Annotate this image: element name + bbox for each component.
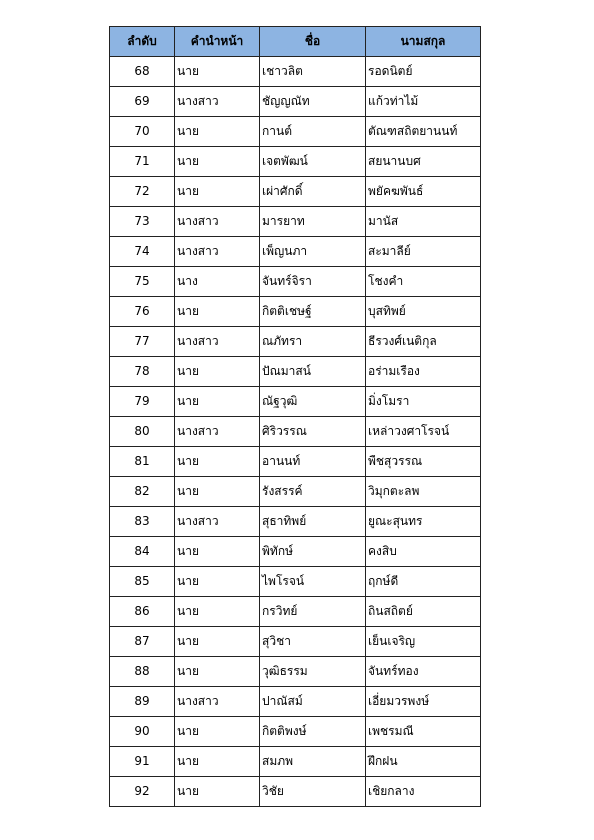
cell-first-name: เชาวลิต — [260, 57, 366, 87]
table-row — [110, 627, 481, 657]
cell-last-name: รอดนิตย์ — [366, 57, 481, 87]
table-body — [110, 57, 481, 807]
table-row — [110, 57, 481, 87]
cell-title: นาย — [175, 717, 260, 747]
cell-title: นาย — [175, 477, 260, 507]
cell-first-name: สุธาทิพย์ — [260, 507, 366, 537]
cell-first-name: จันทร์จิรา — [260, 267, 366, 297]
cell-last-name: วิมุกตะลพ — [366, 477, 481, 507]
header-title: คำนำหน้า — [175, 27, 260, 57]
table-row — [110, 267, 481, 297]
cell-number: 75 — [110, 267, 175, 297]
cell-number: 79 — [110, 387, 175, 417]
table-row — [110, 567, 481, 597]
cell-first-name: ไพโรจน์ — [260, 567, 366, 597]
table-row — [110, 147, 481, 177]
cell-title: นางสาว — [175, 687, 260, 717]
table-row — [110, 777, 481, 807]
cell-first-name: ณัฐวุฒิ — [260, 387, 366, 417]
cell-number: 69 — [110, 87, 175, 117]
cell-title: นาย — [175, 597, 260, 627]
cell-first-name: กานต์ — [260, 117, 366, 147]
cell-title: นาย — [175, 537, 260, 567]
cell-title: นางสาว — [175, 327, 260, 357]
cell-last-name: ถินสถิตย์ — [366, 597, 481, 627]
cell-number: 85 — [110, 567, 175, 597]
cell-last-name: อร่ามเรือง — [366, 357, 481, 387]
table-row — [110, 237, 481, 267]
cell-number: 90 — [110, 717, 175, 747]
cell-first-name: กรวิทย์ — [260, 597, 366, 627]
cell-number: 78 — [110, 357, 175, 387]
cell-first-name: ณภัทรา — [260, 327, 366, 357]
cell-title: นาง — [175, 267, 260, 297]
table-row — [110, 657, 481, 687]
table-row — [110, 177, 481, 207]
table-row — [110, 87, 481, 117]
cell-last-name: ฤกษ์ดี — [366, 567, 481, 597]
header-first-name: ชื่อ — [260, 27, 366, 57]
cell-last-name: เพชรมณี — [366, 717, 481, 747]
cell-last-name: โชงคำ — [366, 267, 481, 297]
cell-title: นางสาว — [175, 237, 260, 267]
table-row — [110, 297, 481, 327]
cell-first-name: มารยาท — [260, 207, 366, 237]
table-row — [110, 747, 481, 777]
table-row — [110, 537, 481, 567]
cell-number: 76 — [110, 297, 175, 327]
cell-number: 71 — [110, 147, 175, 177]
cell-first-name: กิตติพงษ์ — [260, 717, 366, 747]
table-row — [110, 687, 481, 717]
cell-title: นาย — [175, 177, 260, 207]
cell-number: 92 — [110, 777, 175, 807]
cell-first-name: วิชัย — [260, 777, 366, 807]
cell-first-name: พิทักษ์ — [260, 537, 366, 567]
cell-number: 87 — [110, 627, 175, 657]
cell-title: นาย — [175, 747, 260, 777]
cell-title: นาย — [175, 567, 260, 597]
cell-last-name: ฝึกฝน — [366, 747, 481, 777]
cell-first-name: เพ็ญนภา — [260, 237, 366, 267]
cell-title: นาย — [175, 387, 260, 417]
cell-last-name: คงสิบ — [366, 537, 481, 567]
cell-last-name: พืชสุวรรณ — [366, 447, 481, 477]
cell-last-name: แก้วท่าไม้ — [366, 87, 481, 117]
cell-last-name: จันทร์ทอง — [366, 657, 481, 687]
cell-title: นางสาว — [175, 417, 260, 447]
cell-last-name: เชิยกลาง — [366, 777, 481, 807]
cell-number: 89 — [110, 687, 175, 717]
cell-last-name: บุสทิพย์ — [366, 297, 481, 327]
cell-title: นาย — [175, 147, 260, 177]
cell-last-name: ธีรวงศ์เนติกุล — [366, 327, 481, 357]
table-row — [110, 327, 481, 357]
cell-number: 74 — [110, 237, 175, 267]
cell-title: นาย — [175, 777, 260, 807]
table-row — [110, 117, 481, 147]
cell-number: 84 — [110, 537, 175, 567]
cell-title: นาย — [175, 57, 260, 87]
table-row — [110, 477, 481, 507]
cell-last-name: สยนานบศ — [366, 147, 481, 177]
table-row — [110, 447, 481, 477]
cell-first-name: ปัณมาสน์ — [260, 357, 366, 387]
cell-number: 82 — [110, 477, 175, 507]
table-row — [110, 507, 481, 537]
cell-first-name: ศิริวรรณ — [260, 417, 366, 447]
cell-last-name: สะมาลีย์ — [366, 237, 481, 267]
cell-first-name: กิตติเชษฐ์ — [260, 297, 366, 327]
cell-number: 86 — [110, 597, 175, 627]
cell-title: นางสาว — [175, 507, 260, 537]
cell-first-name: ชัญญณัท — [260, 87, 366, 117]
cell-title: นางสาว — [175, 87, 260, 117]
table-header-row — [110, 27, 481, 57]
cell-title: นาย — [175, 117, 260, 147]
cell-first-name: เจตพัฒน์ — [260, 147, 366, 177]
cell-first-name: วุฒิธรรม — [260, 657, 366, 687]
cell-first-name: สุวิชา — [260, 627, 366, 657]
cell-first-name: ปาณัสม์ — [260, 687, 366, 717]
cell-number: 83 — [110, 507, 175, 537]
cell-title: นาย — [175, 357, 260, 387]
header-number: ลำดับ — [110, 27, 175, 57]
cell-last-name: มานัส — [366, 207, 481, 237]
table-row — [110, 207, 481, 237]
cell-title: นาย — [175, 657, 260, 687]
cell-first-name: เผ่าศักดิ์ — [260, 177, 366, 207]
table-row — [110, 717, 481, 747]
cell-first-name: อานนท์ — [260, 447, 366, 477]
cell-number: 88 — [110, 657, 175, 687]
cell-last-name: เอี่ยมวรพงษ์ — [366, 687, 481, 717]
cell-number: 91 — [110, 747, 175, 777]
cell-title: นาย — [175, 627, 260, 657]
cell-title: นาย — [175, 447, 260, 477]
table-row — [110, 387, 481, 417]
cell-number: 77 — [110, 327, 175, 357]
cell-last-name: เหล่าวงศาโรจน์ — [366, 417, 481, 447]
cell-last-name: พยัคฆพันธ์ — [366, 177, 481, 207]
cell-number: 68 — [110, 57, 175, 87]
cell-first-name: สมภพ — [260, 747, 366, 777]
table-row — [110, 417, 481, 447]
header-last-name: นามสกุล — [366, 27, 481, 57]
cell-number: 81 — [110, 447, 175, 477]
cell-first-name: รังสรรค์ — [260, 477, 366, 507]
cell-last-name: ตัณฑสถิตยานนท์ — [366, 117, 481, 147]
cell-last-name: ยูณะสุนทร — [366, 507, 481, 537]
cell-number: 73 — [110, 207, 175, 237]
cell-title: นางสาว — [175, 207, 260, 237]
name-list-table — [109, 26, 481, 807]
cell-last-name: มิ่งโมรา — [366, 387, 481, 417]
table-row — [110, 357, 481, 387]
cell-title: นาย — [175, 297, 260, 327]
cell-last-name: เย็นเจริญ — [366, 627, 481, 657]
cell-number: 80 — [110, 417, 175, 447]
cell-number: 70 — [110, 117, 175, 147]
table-row — [110, 597, 481, 627]
cell-number: 72 — [110, 177, 175, 207]
